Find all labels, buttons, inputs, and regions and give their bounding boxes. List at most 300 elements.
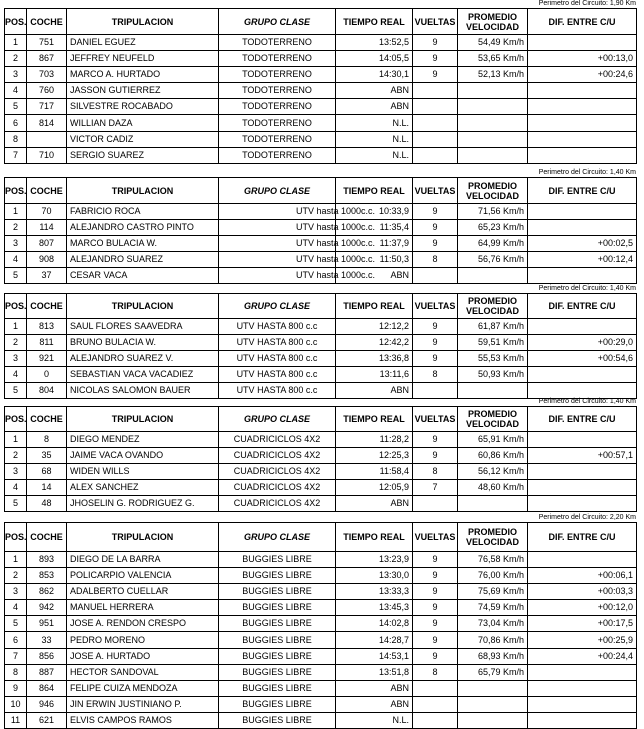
cell-coche: 893 — [27, 552, 67, 568]
cell-tripulacion: HECTOR SANDOVAL — [67, 664, 219, 680]
cell-tripulacion: DIEGO MENDEZ — [67, 432, 219, 448]
table-row — [5, 220, 637, 236]
cell-vueltas: 9 — [413, 236, 458, 252]
cell-pos: 11 — [5, 712, 27, 728]
header-coche: COCHE — [27, 178, 67, 204]
cell-tiempo-real: 14:02,8 — [336, 616, 413, 632]
cell-coche: 717 — [27, 99, 67, 115]
cell-coche: 811 — [27, 335, 67, 351]
cell-dif: +00:57,1 — [528, 448, 637, 464]
cell-grupo-clase: UTV HASTA 800 c.c — [219, 351, 336, 367]
cell-grupo-clase: TODOTERRENO — [219, 67, 336, 83]
cell-pos: 6 — [5, 115, 27, 131]
circuit-perimeter-note: Perimetro del Circuito: 1,90 Km — [538, 0, 636, 7]
table-row — [5, 367, 637, 383]
cell-tripulacion: DIEGO DE LA BARRA — [67, 552, 219, 568]
header-pos: POS. — [5, 294, 27, 319]
results-table — [4, 406, 637, 512]
header-grupo-clase: GRUPO CLASE — [219, 9, 336, 35]
cell-vueltas — [413, 131, 458, 147]
cell-vueltas — [413, 696, 458, 712]
cell-grupo-clase: BUGGIES LIBRE — [219, 616, 336, 632]
cell-promedio: 76,58 Km/h — [458, 552, 528, 568]
cell-tiempo-real: N.L. — [336, 712, 413, 728]
header-tripulacion: TRIPULACION — [67, 407, 219, 432]
cell-grupo-clase: UTV HASTA 800 c.c — [219, 319, 336, 335]
circuit-perimeter-note: Perimetro del Circuito: 1,40 Km — [538, 398, 636, 405]
cell-coche: 8 — [27, 432, 67, 448]
cell-tiempo-real: ABN — [336, 680, 413, 696]
circuit-perimeter-note: Perimetro del Circuito: 1,40 Km — [538, 169, 636, 176]
cell-tiempo-real: 11:35,4 — [336, 220, 413, 236]
cell-tripulacion: VICTOR CADIZ — [67, 131, 219, 147]
cell-pos: 2 — [5, 220, 27, 236]
cell-pos: 5 — [5, 496, 27, 512]
cell-vueltas: 9 — [413, 448, 458, 464]
table-row — [5, 83, 637, 99]
cell-vueltas: 9 — [413, 648, 458, 664]
cell-vueltas: 9 — [413, 319, 458, 335]
header-promedio: PROMEDIO VELOCIDAD — [458, 407, 528, 432]
cell-pos: 3 — [5, 67, 27, 83]
cell-tripulacion: CESAR VACA — [67, 268, 219, 284]
header-promedio: PROMEDIO VELOCIDAD — [458, 9, 528, 35]
cell-grupo-clase: BUGGIES LIBRE — [219, 552, 336, 568]
results-document — [4, 0, 636, 725]
header-promedio: PROMEDIO VELOCIDAD — [458, 294, 528, 319]
cell-coche: 703 — [27, 67, 67, 83]
cell-pos: 10 — [5, 696, 27, 712]
table-row — [5, 383, 637, 399]
cell-vueltas: 9 — [413, 552, 458, 568]
cell-vueltas: 9 — [413, 335, 458, 351]
cell-tiempo-real: ABN — [336, 496, 413, 512]
table-row — [5, 696, 637, 712]
cell-coche: 37 — [27, 268, 67, 284]
cell-coche: 921 — [27, 351, 67, 367]
cell-promedio: 64,99 Km/h — [458, 236, 528, 252]
cell-tripulacion: JASSON GUTIERREZ — [67, 83, 219, 99]
cell-tripulacion: PEDRO MORENO — [67, 632, 219, 648]
header-grupo-clase: GRUPO CLASE — [219, 523, 336, 552]
cell-dif: +00:13,0 — [528, 51, 637, 67]
cell-coche: 14 — [27, 480, 67, 496]
cell-vueltas — [413, 383, 458, 399]
cell-tripulacion: MARCO A. HURTADO — [67, 67, 219, 83]
cell-coche: 887 — [27, 664, 67, 680]
cell-grupo-clase: BUGGIES LIBRE — [219, 600, 336, 616]
cell-coche: 33 — [27, 632, 67, 648]
cell-tiempo-real: ABN — [336, 83, 413, 99]
cell-promedio — [458, 268, 528, 284]
cell-pos: 4 — [5, 600, 27, 616]
cell-dif: +00:24,4 — [528, 648, 637, 664]
cell-coche: 621 — [27, 712, 67, 728]
cell-dif — [528, 383, 637, 399]
cell-grupo-clase: BUGGIES LIBRE — [219, 632, 336, 648]
cell-tripulacion: ALEJANDRO SUAREZ V. — [67, 351, 219, 367]
cell-pos: 5 — [5, 383, 27, 399]
cell-coche: 807 — [27, 236, 67, 252]
cell-promedio — [458, 496, 528, 512]
cell-promedio: 56,12 Km/h — [458, 464, 528, 480]
cell-grupo-clase: TODOTERRENO — [219, 147, 336, 163]
cell-grupo-clase: CUADRICICLOS 4X2 — [219, 496, 336, 512]
cell-tripulacion: MANUEL HERRERA — [67, 600, 219, 616]
table-row — [5, 67, 637, 83]
table-row — [5, 204, 637, 220]
cell-pos: 3 — [5, 464, 27, 480]
cell-vueltas: 8 — [413, 252, 458, 268]
cell-coche: 951 — [27, 616, 67, 632]
cell-tiempo-real: ABN — [336, 383, 413, 399]
table-row — [5, 115, 637, 131]
cell-grupo-clase: TODOTERRENO — [219, 131, 336, 147]
cell-vueltas: 9 — [413, 568, 458, 584]
header-tiempo-real: TIEMPO REAL — [336, 294, 413, 319]
cell-tiempo-real: 13:30,0 — [336, 568, 413, 584]
cell-dif — [528, 83, 637, 99]
cell-tiempo-real: 11:28,2 — [336, 432, 413, 448]
cell-pos: 4 — [5, 252, 27, 268]
cell-pos: 5 — [5, 99, 27, 115]
cell-tiempo-real: 14:28,7 — [336, 632, 413, 648]
cell-promedio — [458, 147, 528, 163]
table-row — [5, 680, 637, 696]
cell-promedio: 73,04 Km/h — [458, 616, 528, 632]
cell-promedio: 50,93 Km/h — [458, 367, 528, 383]
cell-pos: 7 — [5, 648, 27, 664]
header-pos: POS. — [5, 9, 27, 35]
cell-dif: +00:02,5 — [528, 236, 637, 252]
header-vueltas: VUELTAS — [413, 294, 458, 319]
cell-dif — [528, 496, 637, 512]
cell-pos: 2 — [5, 568, 27, 584]
cell-pos: 8 — [5, 131, 27, 147]
table-row — [5, 616, 637, 632]
cell-coche: 813 — [27, 319, 67, 335]
cell-tiempo-real: 12:42,2 — [336, 335, 413, 351]
cell-promedio: 70,86 Km/h — [458, 632, 528, 648]
cell-promedio: 54,49 Km/h — [458, 35, 528, 51]
cell-promedio: 74,59 Km/h — [458, 600, 528, 616]
cell-grupo-clase: UTV hasta 1000c.c. — [219, 268, 336, 284]
table-row — [5, 584, 637, 600]
cell-dif: +00:24,6 — [528, 67, 637, 83]
table-row — [5, 480, 637, 496]
results-table — [4, 177, 637, 284]
cell-tiempo-real: N.L. — [336, 115, 413, 131]
cell-coche: 804 — [27, 383, 67, 399]
cell-vueltas: 9 — [413, 600, 458, 616]
cell-coche: 908 — [27, 252, 67, 268]
cell-tripulacion: SILVESTRE ROCABADO — [67, 99, 219, 115]
cell-pos: 1 — [5, 319, 27, 335]
cell-vueltas: 8 — [413, 367, 458, 383]
cell-tripulacion: DANIEL EGUEZ — [67, 35, 219, 51]
cell-vueltas: 9 — [413, 632, 458, 648]
cell-tripulacion: ALEX SANCHEZ — [67, 480, 219, 496]
cell-tripulacion: JOSE A. HURTADO — [67, 648, 219, 664]
cell-grupo-clase: CUADRICICLOS 4X2 — [219, 464, 336, 480]
header-tripulacion: TRIPULACION — [67, 523, 219, 552]
cell-grupo-clase: BUGGIES LIBRE — [219, 648, 336, 664]
header-dif: DIF. ENTRE C/U — [528, 407, 637, 432]
header-tiempo-real: TIEMPO REAL — [336, 9, 413, 35]
cell-dif — [528, 464, 637, 480]
cell-tiempo-real: 10:33,9 — [336, 204, 413, 220]
cell-tripulacion: JHOSELIN G. RODRIGUEZ G. — [67, 496, 219, 512]
table-row — [5, 252, 637, 268]
cell-dif: +00:29,0 — [528, 335, 637, 351]
cell-grupo-clase: CUADRICICLOS 4X2 — [219, 480, 336, 496]
cell-vueltas: 9 — [413, 51, 458, 67]
table-row — [5, 319, 637, 335]
cell-coche: 0 — [27, 367, 67, 383]
cell-promedio — [458, 115, 528, 131]
table-row — [5, 448, 637, 464]
cell-grupo-clase: TODOTERRENO — [219, 83, 336, 99]
cell-dif — [528, 147, 637, 163]
cell-coche: 942 — [27, 600, 67, 616]
cell-pos: 3 — [5, 236, 27, 252]
header-tripulacion: TRIPULACION — [67, 9, 219, 35]
cell-pos: 4 — [5, 367, 27, 383]
cell-dif: +00:54,6 — [528, 351, 637, 367]
results-table — [4, 8, 637, 164]
cell-promedio: 71,56 Km/h — [458, 204, 528, 220]
cell-vueltas: 8 — [413, 464, 458, 480]
cell-vueltas — [413, 680, 458, 696]
cell-pos: 2 — [5, 51, 27, 67]
table-row — [5, 268, 637, 284]
cell-grupo-clase: UTV HASTA 800 c.c — [219, 383, 336, 399]
cell-grupo-clase: BUGGIES LIBRE — [219, 584, 336, 600]
cell-pos: 3 — [5, 351, 27, 367]
header-vueltas: VUELTAS — [413, 407, 458, 432]
cell-vueltas — [413, 268, 458, 284]
cell-tiempo-real: ABN — [336, 99, 413, 115]
cell-promedio: 55,53 Km/h — [458, 351, 528, 367]
header-tiempo-real: TIEMPO REAL — [336, 178, 413, 204]
cell-tiempo-real: N.L. — [336, 147, 413, 163]
cell-coche: 70 — [27, 204, 67, 220]
cell-grupo-clase: TODOTERRENO — [219, 51, 336, 67]
header-coche: COCHE — [27, 9, 67, 35]
header-dif: DIF. ENTRE C/U — [528, 178, 637, 204]
cell-dif — [528, 664, 637, 680]
cell-tripulacion: SERGIO SUAREZ — [67, 147, 219, 163]
cell-promedio: 59,51 Km/h — [458, 335, 528, 351]
cell-tripulacion: ELVIS CAMPOS RAMOS — [67, 712, 219, 728]
cell-tiempo-real: 13:33,3 — [336, 584, 413, 600]
table-row — [5, 552, 637, 568]
cell-dif — [528, 204, 637, 220]
cell-pos: 6 — [5, 632, 27, 648]
cell-vueltas — [413, 115, 458, 131]
cell-grupo-clase: UTV HASTA 800 c.c — [219, 367, 336, 383]
table-row — [5, 464, 637, 480]
header-vueltas: VUELTAS — [413, 9, 458, 35]
cell-dif — [528, 367, 637, 383]
cell-promedio — [458, 696, 528, 712]
header-dif: DIF. ENTRE C/U — [528, 523, 637, 552]
header-row — [5, 178, 637, 204]
cell-pos: 7 — [5, 147, 27, 163]
cell-pos: 1 — [5, 204, 27, 220]
cell-tiempo-real: 14:53,1 — [336, 648, 413, 664]
header-pos: POS. — [5, 407, 27, 432]
cell-dif — [528, 220, 637, 236]
cell-coche: 760 — [27, 83, 67, 99]
cell-grupo-clase: TODOTERRENO — [219, 99, 336, 115]
cell-tiempo-real: ABN — [336, 268, 413, 284]
cell-tiempo-real: 11:37,9 — [336, 236, 413, 252]
cell-pos: 5 — [5, 616, 27, 632]
cell-promedio — [458, 83, 528, 99]
cell-coche: 867 — [27, 51, 67, 67]
cell-grupo-clase: TODOTERRENO — [219, 115, 336, 131]
header-grupo-clase: GRUPO CLASE — [219, 294, 336, 319]
table-row — [5, 147, 637, 163]
header-grupo-clase: GRUPO CLASE — [219, 407, 336, 432]
cell-dif — [528, 432, 637, 448]
cell-dif — [528, 268, 637, 284]
cell-coche: 710 — [27, 147, 67, 163]
cell-vueltas: 9 — [413, 616, 458, 632]
cell-promedio — [458, 680, 528, 696]
cell-vueltas: 8 — [413, 664, 458, 680]
cell-dif: +00:06,1 — [528, 568, 637, 584]
cell-pos: 9 — [5, 680, 27, 696]
cell-pos: 3 — [5, 584, 27, 600]
cell-dif: +00:25,9 — [528, 632, 637, 648]
cell-tripulacion: MARCO BULACIA W. — [67, 236, 219, 252]
cell-coche: 946 — [27, 696, 67, 712]
cell-vueltas: 7 — [413, 480, 458, 496]
cell-promedio: 65,23 Km/h — [458, 220, 528, 236]
cell-tiempo-real: 12:05,9 — [336, 480, 413, 496]
cell-tiempo-real: 13:51,8 — [336, 664, 413, 680]
cell-grupo-clase: UTV HASTA 800 c.c — [219, 335, 336, 351]
cell-vueltas: 9 — [413, 432, 458, 448]
cell-tiempo-real: 12:25,3 — [336, 448, 413, 464]
cell-vueltas — [413, 496, 458, 512]
cell-tiempo-real: 13:45,3 — [336, 600, 413, 616]
table-row — [5, 648, 637, 664]
cell-vueltas: 9 — [413, 67, 458, 83]
cell-promedio: 65,91 Km/h — [458, 432, 528, 448]
cell-promedio — [458, 99, 528, 115]
cell-coche: 751 — [27, 35, 67, 51]
table-row — [5, 600, 637, 616]
cell-dif — [528, 99, 637, 115]
cell-pos: 1 — [5, 432, 27, 448]
cell-tripulacion: ALEJANDRO CASTRO PINTO — [67, 220, 219, 236]
cell-coche: 35 — [27, 448, 67, 464]
cell-tiempo-real: 13:23,9 — [336, 552, 413, 568]
cell-tripulacion: POLICARPIO VALENCIA — [67, 568, 219, 584]
header-pos: POS. — [5, 178, 27, 204]
cell-pos: 2 — [5, 335, 27, 351]
cell-dif — [528, 680, 637, 696]
cell-tripulacion: JIN ERWIN JUSTINIANO P. — [67, 696, 219, 712]
table-row — [5, 236, 637, 252]
cell-vueltas: 9 — [413, 35, 458, 51]
cell-tripulacion: JEFFREY NEUFELD — [67, 51, 219, 67]
cell-promedio: 56,76 Km/h — [458, 252, 528, 268]
cell-tiempo-real: 13:11,6 — [336, 367, 413, 383]
cell-tiempo-real: 11:58,4 — [336, 464, 413, 480]
header-tiempo-real: TIEMPO REAL — [336, 523, 413, 552]
cell-promedio: 65,79 Km/h — [458, 664, 528, 680]
cell-vueltas — [413, 712, 458, 728]
cell-tripulacion: NICOLAS SALOMON BAUER — [67, 383, 219, 399]
cell-tripulacion: WILLIAN DAZA — [67, 115, 219, 131]
cell-tripulacion: JOSE A. RENDON CRESPO — [67, 616, 219, 632]
header-row — [5, 294, 637, 319]
cell-dif — [528, 115, 637, 131]
header-tripulacion: TRIPULACION — [67, 294, 219, 319]
header-pos: POS. — [5, 523, 27, 552]
cell-tiempo-real: 14:30,1 — [336, 67, 413, 83]
table-row — [5, 432, 637, 448]
cell-grupo-clase: BUGGIES LIBRE — [219, 664, 336, 680]
cell-tiempo-real: 11:50,3 — [336, 252, 413, 268]
cell-tiempo-real: N.L. — [336, 131, 413, 147]
cell-grupo-clase: BUGGIES LIBRE — [219, 680, 336, 696]
cell-tripulacion: WIDEN WILLS — [67, 464, 219, 480]
table-row — [5, 664, 637, 680]
table-row — [5, 351, 637, 367]
table-row — [5, 35, 637, 51]
cell-dif — [528, 712, 637, 728]
cell-dif — [528, 131, 637, 147]
cell-vueltas: 9 — [413, 220, 458, 236]
cell-tiempo-real: 12:12,2 — [336, 319, 413, 335]
cell-grupo-clase: CUADRICICLOS 4X2 — [219, 432, 336, 448]
cell-tripulacion: JAIME VACA OVANDO — [67, 448, 219, 464]
cell-coche: 68 — [27, 464, 67, 480]
cell-grupo-clase: UTV hasta 1000c.c. — [219, 220, 336, 236]
table-row — [5, 99, 637, 115]
cell-tripulacion: ALEJANDRO SUAREZ — [67, 252, 219, 268]
cell-grupo-clase: CUADRICICLOS 4X2 — [219, 448, 336, 464]
cell-dif — [528, 319, 637, 335]
cell-tripulacion: BRUNO BULACIA W. — [67, 335, 219, 351]
cell-tripulacion: SAUL FLORES SAAVEDRA — [67, 319, 219, 335]
cell-dif — [528, 552, 637, 568]
cell-coche: 814 — [27, 115, 67, 131]
header-promedio: PROMEDIO VELOCIDAD — [458, 178, 528, 204]
cell-promedio: 76,00 Km/h — [458, 568, 528, 584]
cell-coche: 864 — [27, 680, 67, 696]
header-coche: COCHE — [27, 523, 67, 552]
cell-promedio: 52,13 Km/h — [458, 67, 528, 83]
header-row — [5, 9, 637, 35]
cell-coche: 862 — [27, 584, 67, 600]
results-table — [4, 293, 637, 399]
header-vueltas: VUELTAS — [413, 178, 458, 204]
cell-promedio — [458, 383, 528, 399]
circuit-perimeter-note: Perimetro del Circuito: 2,20 Km — [538, 514, 636, 521]
cell-dif: +00:12,4 — [528, 252, 637, 268]
cell-grupo-clase: UTV hasta 1000c.c. — [219, 236, 336, 252]
cell-promedio: 60,86 Km/h — [458, 448, 528, 464]
header-grupo-clase: GRUPO CLASE — [219, 178, 336, 204]
cell-promedio — [458, 131, 528, 147]
cell-dif: +00:12,0 — [528, 600, 637, 616]
